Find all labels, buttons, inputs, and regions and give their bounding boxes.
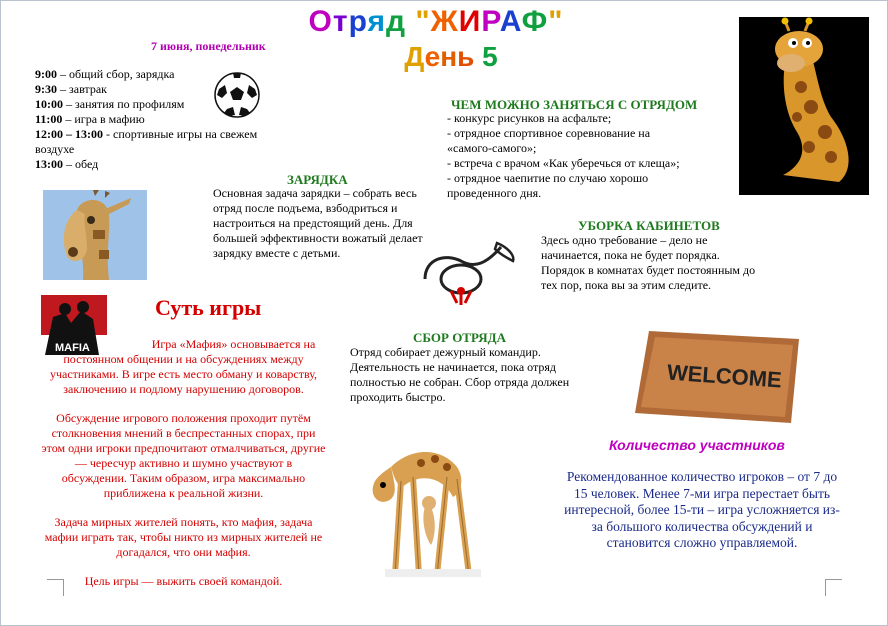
activities-heading: ЧЕМ МОЖНО ЗАНЯТЬСЯ С ОТРЯДОМ: [451, 97, 698, 112]
date-label: 7 июня, понедельник: [151, 39, 266, 53]
schedule-item: 11:00 – игра в мафию: [35, 112, 145, 126]
participants-text: Рекомендованное количество игроков – от 7 до 15 человек. Менее 7-ми игра перестает быть интересной, более 15-ти – игра усложняется из-за большого количества обсуждений и становится сложно управляемой.: [564, 469, 840, 550]
game-text: [41, 337, 326, 589]
list-item: - конкурс рисунков на асфальте;: [447, 111, 612, 125]
soccer-ball-icon: [213, 71, 261, 119]
cleaning-heading: УБОРКА КАБИНЕТОВ: [578, 218, 720, 233]
schedule-item: 9:00 – общий сбор, зарядка: [35, 67, 175, 81]
list-item: - встреча с врачом «Как уберечься от клеща»;: [447, 156, 680, 170]
list-item: - отрядное спортивное соревнование на «самого-самого»;: [447, 126, 651, 155]
day-title: День 5: [404, 41, 498, 72]
crop-mark: [47, 579, 64, 596]
schedule-item: 12:00 – 13:00 - спортивные игры на свежем воздухе: [35, 127, 258, 156]
exercise-text: Основная задача зарядки – собрать весь отряд после подъема, взбодриться и настроиться на предстоящий день. Для большей эффективности вожатый делает зарядку вместе с детьми.: [213, 186, 423, 260]
participants-heading: Количество участников: [609, 437, 785, 453]
giraffe-photo-image: [43, 190, 147, 280]
welcome-mat-image: [631, 323, 807, 429]
crop-mark: [825, 579, 842, 596]
list-item: - отрядное чаепитие по случаю хорошо проведенного дня.: [447, 171, 649, 200]
title-reflection: [291, 72, 611, 86]
gathering-text: Отряд собирает дежурный командир. Деятельность не начинается, пока отряд полностью не собран. Сбор отряда должен проходить быстро.: [350, 345, 570, 404]
activities-list: [447, 111, 697, 201]
giraffe-cartoon-image: [739, 17, 869, 195]
schedule-item: 9:30 – завтрак: [35, 82, 107, 96]
gathering-heading: СБОР ОТРЯДА: [413, 330, 506, 345]
exercise-heading: ЗАРЯДКА: [287, 172, 348, 187]
game-heading: Суть игры: [155, 295, 262, 320]
schedule-item: 13:00 – обед: [35, 157, 99, 171]
mafia-logo-text: MAFIA: [55, 342, 90, 354]
page-title: Отряд "ЖИРАФ": [308, 5, 564, 38]
horn-icon: [417, 239, 517, 305]
schedule-item: 10:00 – занятия по профилям: [35, 97, 185, 111]
game-paragraph: Обсуждение игрового положения проходит путём столкновения мнений в беспрестанных спорах, при этом одни игроки предпочитают отмалчиваться, другие — чересчур активно и шумно участвуют в обсуждении. Таким образом, игра максимально приближена к реальной жизни.: [41, 411, 326, 500]
welcome-mat-text: WELCOME: [666, 359, 783, 393]
game-paragraph: Игра «Мафия» основывается на постоянном общении и на обсуждениях между участниками. В игре есть место обману и коварству, заключению и подлому нарушению договоров.: [49, 337, 318, 396]
game-paragraph: Цель игры — выжить своей командой.: [84, 574, 283, 588]
game-paragraph: Задача мирных жителей понять, кто мафия, задача мафии играть так, чтобы никто из мирных жителей не догадался, что они мафия.: [44, 515, 323, 559]
giraffe-bending-image: [361, 437, 491, 579]
cleaning-text: Здесь одно требование – дело не начинается, пока не будет порядка. Порядок в комнатах будет постоянным до тех пор, пока вы за этим следите.: [541, 233, 756, 292]
